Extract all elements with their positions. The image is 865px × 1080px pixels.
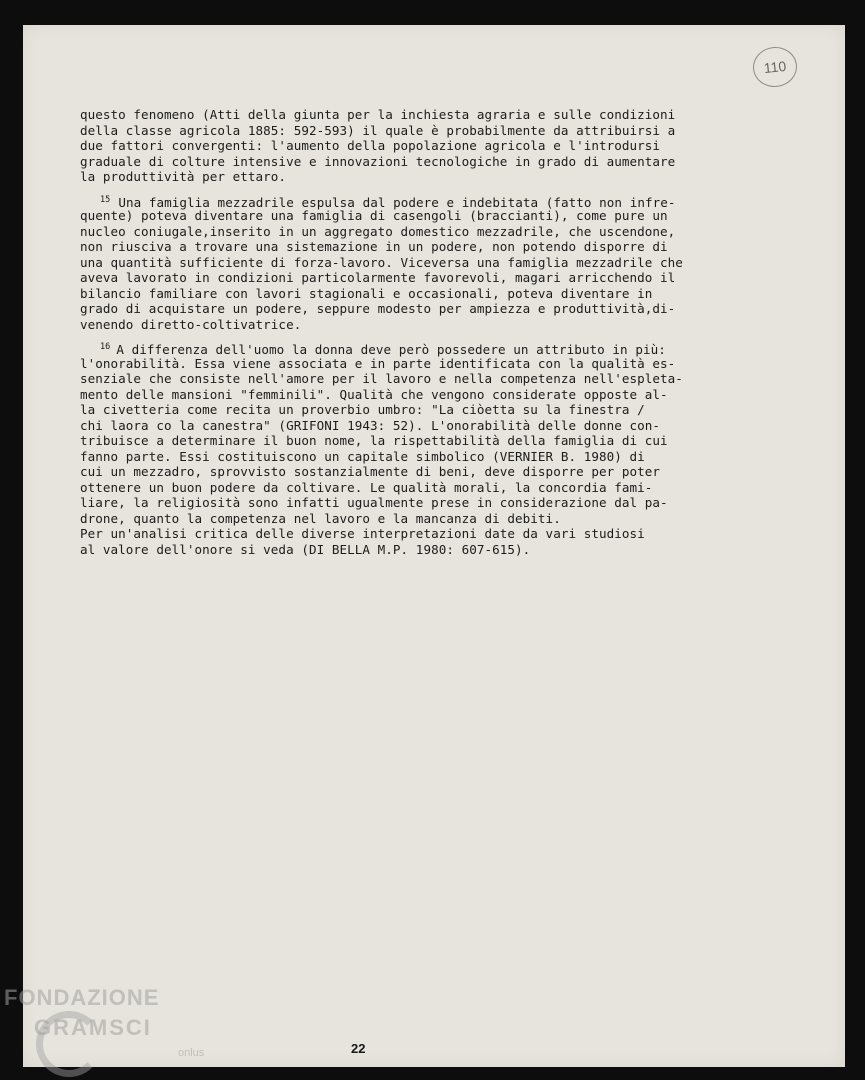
- text-line: chi laora co la canestra" (GRIFONI 1943: 52). L'onorabilità delle donne con-: [80, 417, 661, 433]
- text-line: Per un'analisi critica delle diverse interpretazioni date da vari studiosi: [80, 526, 645, 541]
- text-line: liare, la religiosità sono infatti ugualmente prese in considerazione dal pa-: [80, 495, 668, 510]
- watermark-line2: GRAMSCI: [34, 1015, 152, 1040]
- text-line: bilancio familiare con lavori stagionali e occasionali, poteva diventare in: [80, 285, 653, 301]
- text-line: una quantità sufficiente di forza-lavoro. Viceversa una famiglia mezzadrile che: [80, 254, 683, 270]
- text-line: graduale di colture intensive e innovazioni tecnologiche in grado di aumentare: [80, 153, 676, 169]
- text-line: drone, quanto la competenza nel lavoro e la mancanza di debiti.: [80, 510, 561, 526]
- text-line: quente) poteva diventare una famiglia di casengoli (braccianti), come pure un: [80, 208, 668, 223]
- text-line: aveva lavorato in condizioni particolarmente favorevoli, magari arricchendo il: [80, 270, 676, 285]
- text-line: la produttività per ettaro.: [80, 169, 287, 184]
- text-line: cui un mezzadro, sprovvisto sostanzialmente di beni, deve disporre per poter: [80, 464, 661, 479]
- text-line: due fattori convergenti: l'aumento della popolazione agricola e l'introdursi: [80, 138, 661, 153]
- text-line: Una famiglia mezzadrile espulsa dal podere e indebitata (fatto non infre-: [118, 194, 676, 210]
- footnote-16: [80, 340, 735, 557]
- footnote-first-line: [80, 193, 735, 209]
- text-line: questo fenomeno (Atti della giunta per la inchiesta agraria e sulle condizioni: [80, 107, 676, 122]
- watermark-line1: FONDAZIONE: [4, 985, 160, 1010]
- text-line: mento delle mansioni "femminili". Qualità che vengono considerate opposte al-: [80, 386, 668, 402]
- text-line: fanno parte. Essi costituiscono un capitale simbolico (VERNIER B. 1980) di: [80, 448, 645, 464]
- document-page: [23, 25, 845, 1067]
- text-line: venendo diretto-coltivatrice.: [80, 316, 302, 332]
- text-line: al valore dell'onore si veda (DI BELLA M.P. 1980: 607-615).: [80, 541, 531, 557]
- handwritten-page-annotation: 110: [751, 45, 799, 89]
- text-line: tribuisce a determinare il buon nome, la rispettabilità della famiglia di cui: [80, 433, 668, 448]
- text-line: non riusciva a trovare una sistemazione in un podere, non potendo disporre di: [80, 239, 668, 254]
- text-line: grado di acquistare un podere, seppure modesto per ampiezza e produttività,di-: [80, 301, 676, 316]
- watermark-suffix: onlus: [178, 1047, 205, 1059]
- foundation-watermark: [4, 985, 219, 1075]
- text-line: A differenza dell'uomo la donna deve però possedere un attributo in più:: [116, 342, 666, 357]
- intro-paragraph: [80, 107, 735, 185]
- text-line: la civetteria come recita un proverbio umbro: "La ciòetta su la finestra /: [80, 402, 645, 417]
- text-line: ottenere un buon podere da coltivare. Le qualità morali, la concordia fami-: [80, 479, 653, 495]
- text-line: della classe agricola 1885: 592-593) il quale è probabilmente da attribuirsi a: [80, 122, 676, 138]
- text-line: senziale che consiste nell'amore per il lavoro e nella competenza nell'espleta-: [80, 371, 683, 386]
- footnote-number: 15: [100, 194, 111, 205]
- document-text: [80, 107, 735, 565]
- text-line: nucleo coniugale,inserito in un aggregato domestico mezzadrile, che uscendone,: [80, 223, 676, 239]
- footnote-first-line: [80, 340, 735, 356]
- footnote-15: [80, 193, 735, 333]
- page-number: 22: [351, 1041, 366, 1056]
- text-line: l'onorabilità. Essa viene associata e in parte identificata con la qualità es-: [80, 355, 676, 371]
- footnote-number: 16: [100, 342, 111, 352]
